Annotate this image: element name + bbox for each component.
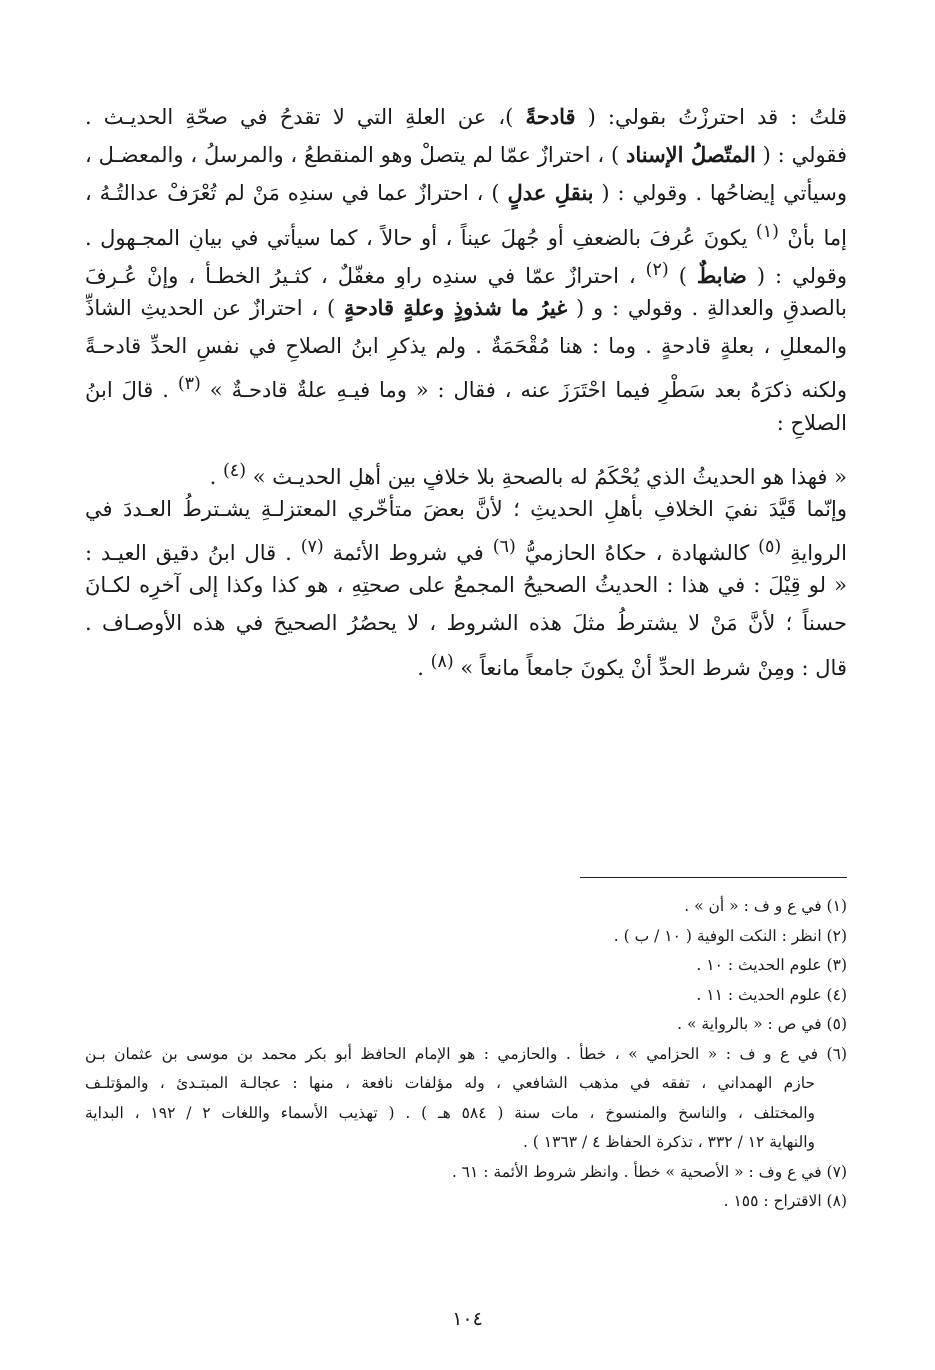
main-text (85, 98, 847, 681)
footnote-2: (٢) انظر : النكت الوفية ( ١٠ / ب ) . (613, 926, 847, 945)
text-line: وسيأتي إيضاحُها . وقولي : ( بنقلِ عدلٍ ) ، احترازٌ عما في سندِه مَنْ لم تُعْرَفْ عدالتُـهُ ، (85, 180, 847, 206)
text-line: والمعللِ ، بعلةٍ قادحةٍ . وما : هنا مُقْحَمَةٌ . ولم يذكرِ ابنُ الصلاحِ في نفسِ الحدِّ قادحـةً (85, 334, 847, 359)
footnote-6: (٦) في ع و ف : « الحزامي » ، خطأ . والحازمي : هو الإمام الحافظ أبو بكر محمد بن موسى بن عثمان بـن (85, 1044, 847, 1063)
page-number: ١٠٤ (452, 1308, 483, 1330)
quote-line: « فهذا هو الحديثُ الذي يُحْكَمُ له بالصحةِ بلا خلافٍ بين أهلِ الحديـث » $^{(٤)}$ . (209, 460, 847, 489)
text-line: الصلاحِ : (776, 410, 847, 435)
footnote-8: (٨) الاقتراح : ١٥٥ . (723, 1192, 847, 1210)
footnote-6-cont: والنهاية ١٢ / ٣٣٢ ، تذكرة الحفاظ ٤ / ١٣٦٣ ) . (522, 1133, 815, 1151)
footnote-7: (٧) في ع وف : « الأصحية » خطأ . وانظر شروط الأئمة : ٦١ . (451, 1162, 847, 1181)
text-line: ولكنه ذكرَهُ بعد سَطْرٍ فيما احْتَرَزَ عنه ، فقال : « وما فيـهِ علةٌ قادحـةٌ » $^{(٣)}$ . قالَ ابنُ (85, 374, 847, 403)
text-line: وإنّما قَيَّدَ نفيَ الخلافِ بأهلِ الحديثِ ؛ لأنَّ بعضَ متأخّري المعتزلـةِ يشـترطُ العـددَ في (85, 496, 847, 521)
text-line: بالصدقِ والعدالةِ . وقولي : و ( غيرُ ما شذوذٍ وعلةٍ قادحةٍ ) ، احترازٌ عن الحديثِ الشاذِّ (85, 294, 847, 320)
text-line: الروايةِ $^{(٥)}$ كالشهادة ، حكاهُ الحازميُّ $^{(٦)}$ في شروط الأئمة $^{(٧)}$ . قال ابنُ دقيقِ العيـد : (85, 537, 847, 566)
footnote-separator (580, 877, 847, 878)
footnote-1: (١) في ع و ف : « أن » . (684, 897, 847, 915)
text-line: إما بأنْ $^{(١)}$ يكونَ عُرِفَ بالضعفِ أو جُهلَ عيناً ، أو حالاً ، كما سيأتي في بيانِ المجـهول . (85, 221, 847, 250)
footnote-4: (٤) علوم الحديث : ١١ . (696, 985, 847, 1004)
text-line: وقولي : ( ضابطٌ ) $^{(٢)}$ ، احترازٌ عمّا في سندِه راوٍ مغفّلٌ ، كثـيرُ الخطـأ ، وإنْ عُـرِفَ (85, 259, 847, 288)
paragraph-gap (85, 442, 847, 452)
text-line: قال : ومِنْ شرط الحدِّ أنْ يكونَ جامعاً مانعاً » $^{(٨)}$ . (417, 651, 847, 680)
text-line: قلتُ : قد احترزْتُ بقولي: ( قادحةً )، عن العلةِ التي لا تقدحُ في صحّةِ الحديـث . (85, 104, 847, 129)
text-line: « لو قِيْلَ : في هذا : الحديثُ الصحيحُ المجمعُ على صحتِهِ ، هو كذا وكذا إلى آخرِه لكـانَ (85, 573, 847, 598)
footnote-5: (٥) في ص : « بالرواية » . (677, 1015, 847, 1033)
footnote-3: (٣) علوم الحديث : ١٠ . (696, 956, 847, 974)
footnotes (85, 892, 847, 1217)
text-line: فقولي : ( المتّصلُ الإسناد ) ، احترازٌ عمّا لم يتصلْ وهو المنقطعُ ، والمرسلُ ، والمعضـل ، (85, 142, 847, 168)
footnote-6-cont: حازم الهمداني ، تفقه في مذهب الشافعي ، وله مؤلفات نافعة ، منها : عجالـة المبتـدئ ، والمؤتلـف (85, 1074, 815, 1092)
text-line: حسناً ؛ لأنَّ مَنْ لا يشترطُ مثلَ هذه الشروط ، لا يحصُرُ الصحيحَ في هذه الأوصـاف . (85, 611, 847, 636)
footnote-6-cont: والمختلف ، والناسخ والمنسوخ ، مات سنة ( ٥٨٤ هـ ) . ( تهذيب الأسماء واللغات ٢ / ١٩٢ ، البداية (85, 1103, 815, 1122)
